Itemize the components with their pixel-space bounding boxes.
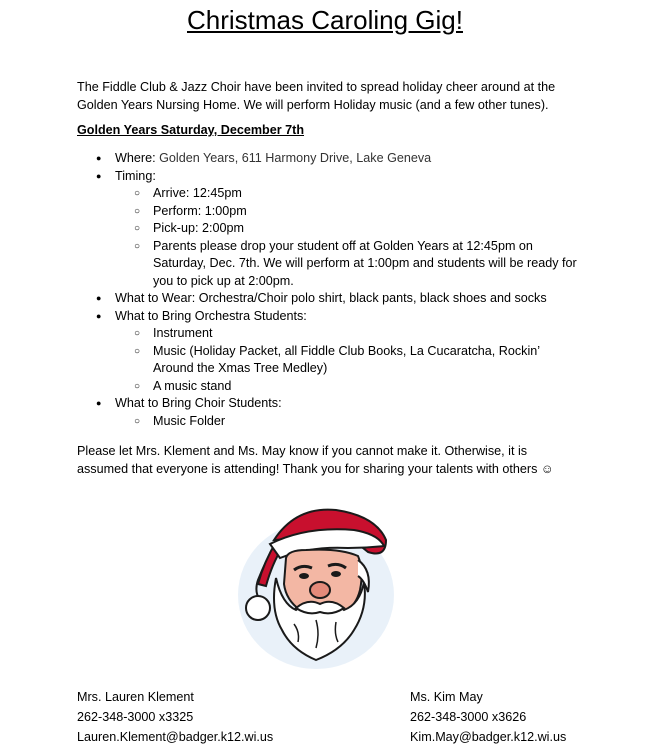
orchestra-label: What to Bring Orchestra Students: bbox=[115, 308, 307, 323]
list-item bbox=[77, 185, 577, 203]
contact-email[interactable]: Kim.May@badger.k12.wi.us bbox=[410, 730, 567, 744]
list-item-orchestra bbox=[77, 308, 577, 396]
bullet-icon: ● bbox=[96, 153, 102, 163]
timing-perform: Perform: 1:00pm bbox=[153, 203, 247, 218]
bullet-icon: ● bbox=[96, 293, 102, 303]
list-item bbox=[77, 203, 577, 221]
contact-name: Ms. Kim May bbox=[410, 690, 483, 704]
contact-klement bbox=[77, 687, 273, 747]
page-title: Christmas Caroling Gig! bbox=[187, 5, 463, 35]
bullet-icon: ● bbox=[96, 398, 102, 408]
orchestra-item-music: Music (Holiday Packet, all Fiddle Club Books, La Cucaratcha, Rockin’ Around the Xmas Tree Medley) bbox=[153, 343, 540, 375]
contact-may bbox=[410, 687, 566, 747]
orchestra-item-instrument: Instrument bbox=[153, 326, 213, 340]
orchestra-item-stand: A music stand bbox=[153, 378, 232, 393]
list-item bbox=[77, 378, 577, 396]
bullet-icon: ● bbox=[96, 170, 102, 181]
contact-email[interactable]: Lauren.Klement@badger.k12.wi.us bbox=[77, 730, 274, 744]
list-item-where bbox=[77, 150, 577, 168]
list-item bbox=[77, 238, 577, 291]
list-item-choir bbox=[77, 395, 577, 430]
wear-text: What to Wear: Orchestra/Choir polo shirt, black pants, black shoes and socks bbox=[115, 291, 547, 305]
circle-bullet-icon: ○ bbox=[134, 380, 141, 392]
timing-pickup: Pick-up: 2:00pm bbox=[153, 221, 244, 235]
circle-bullet-icon: ○ bbox=[134, 240, 141, 252]
choir-item-folder: Music Folder bbox=[153, 413, 226, 428]
circle-bullet-icon: ○ bbox=[134, 223, 141, 234]
contact-phone: 262-348-3000 x3325 bbox=[77, 710, 194, 724]
bullet-icon: ● bbox=[96, 310, 102, 321]
circle-bullet-icon: ○ bbox=[134, 415, 141, 427]
intro-paragraph: The Fiddle Club & Jazz Choir have been invited to spread holiday cheer around at the Golden Years Nursing Home. We will perform Holiday music (and a few other tunes). bbox=[77, 80, 556, 112]
event-details-list bbox=[77, 150, 577, 430]
circle-bullet-icon: ○ bbox=[134, 328, 141, 339]
timing-label: Timing: bbox=[115, 168, 156, 183]
contact-name: Mrs. Lauren Klement bbox=[77, 690, 194, 704]
choir-sublist bbox=[115, 413, 577, 431]
list-item bbox=[77, 343, 577, 378]
timing-arrive: Arrive: 12:45pm bbox=[153, 186, 242, 200]
timing-sublist bbox=[115, 185, 577, 290]
list-item-timing bbox=[77, 168, 577, 291]
list-item bbox=[77, 413, 577, 431]
circle-bullet-icon: ○ bbox=[134, 345, 141, 357]
event-heading: Golden Years Saturday, December 7th bbox=[77, 123, 305, 137]
list-item bbox=[77, 220, 577, 238]
where-value: Golden Years, 611 Harmony Drive, Lake Geneva bbox=[159, 151, 432, 165]
contact-phone: 262-348-3000 x3626 bbox=[410, 710, 527, 724]
circle-bullet-icon: ○ bbox=[134, 188, 141, 199]
santa-clipart bbox=[236, 500, 396, 670]
list-item-wear bbox=[77, 290, 577, 308]
where-label: Where: bbox=[115, 151, 160, 165]
list-item bbox=[77, 325, 577, 343]
choir-label: What to Bring Choir Students: bbox=[115, 396, 282, 410]
orchestra-sublist bbox=[115, 325, 577, 395]
circle-bullet-icon: ○ bbox=[134, 205, 141, 217]
timing-parents-note: Parents please drop your student off at Golden Years at 12:45pm on Saturday, Dec. 7th. We will perform at 1:00pm and students will be ready for you to pick up at 2:00pm. bbox=[153, 238, 577, 288]
closing-paragraph: Please let Mrs. Klement and Ms. May know if you cannot make it. Otherwise, it is assumed that everyone is attending! Thank you for sharing your talents with others ☺ bbox=[77, 444, 554, 476]
